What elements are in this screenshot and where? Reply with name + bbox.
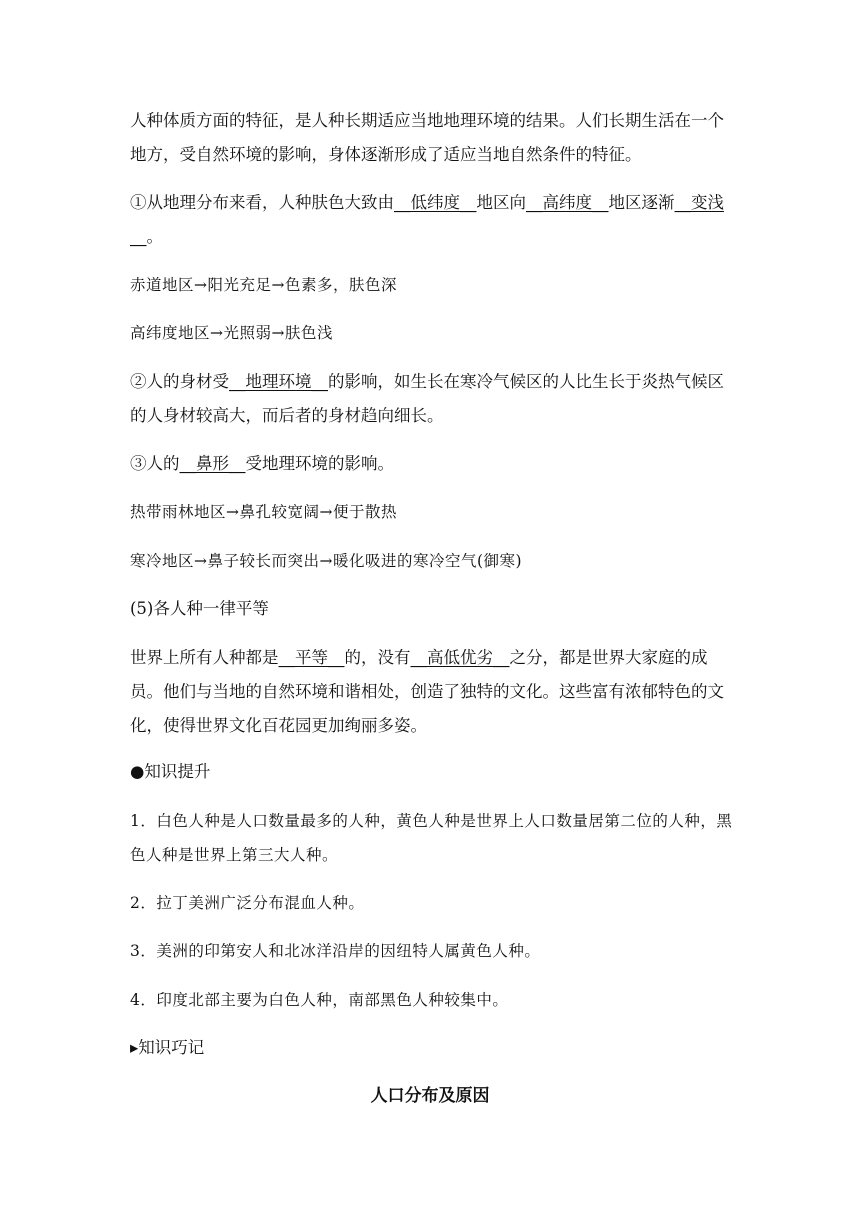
nose-shape-text: ③人的 bbox=[130, 454, 180, 473]
nose-shape-paragraph bbox=[130, 447, 736, 481]
knowledge-point-3: 3．美洲的印第安人和北冰洋沿岸的因纽特人属黄色人种。 bbox=[130, 942, 541, 960]
equality-text: 世界上所有人种都是 bbox=[130, 648, 279, 667]
answer-geo-environment: __地理环境__ bbox=[229, 372, 328, 391]
knowledge-point-2: 2．拉丁美洲广泛分布混血人种。 bbox=[130, 894, 365, 912]
answer-low-latitude: __低纬度__ bbox=[394, 193, 477, 212]
section-title: 人口分布及原因 bbox=[370, 1086, 490, 1106]
cold-region-note: 寒冷地区→鼻子较长而突出→暖化吸进的寒冷空气(御寒) bbox=[130, 552, 523, 570]
skin-color-text: 地区向 bbox=[476, 193, 526, 212]
knowledge-point-4: 4．印度北部主要为白色人种，南部黑色人种较集中。 bbox=[130, 991, 509, 1009]
section-5-heading: (5)各人种一律平等 bbox=[130, 599, 269, 618]
answer-superior-inferior: __高低优劣__ bbox=[410, 648, 510, 667]
body-size-paragraph bbox=[130, 365, 736, 433]
answer-high-latitude: __高纬度__ bbox=[526, 193, 609, 212]
high-latitude-note: 高纬度地区→光照弱→肤色浅 bbox=[130, 324, 333, 342]
body-size-text: 的影响，如生长在寒冷气候区的人比生长于炎热气候区的人身材较高大，而后者的身材趋向细长。 bbox=[130, 372, 724, 425]
body-size-text: ②人的身材受 bbox=[130, 372, 229, 391]
equality-text: 的，没有 bbox=[344, 648, 411, 667]
skin-color-paragraph bbox=[130, 186, 736, 254]
skin-color-text: ①从地理分布来看，人种肤色大致由 bbox=[130, 193, 394, 212]
intro-paragraph: 人种体质方面的特征，是人种长期适应当地地理环境的结果。人们长期生活在一个地方，受自然环境的影响，身体逐渐形成了适应当地自然条件的特征。 bbox=[130, 111, 724, 164]
rainforest-note: 热带雨林地区→鼻孔较宽阔→便于散热 bbox=[130, 503, 397, 521]
answer-lighter: __变浅__ bbox=[130, 193, 724, 246]
equality-text: 之分，都是世界大家庭的成员。他们与当地的自然环境和谐相处，创造了独特的文化。这些富有浓郁特色的文化，使得世界文化百花园更加绚丽多姿。 bbox=[130, 648, 724, 735]
knowledge-heading: ●知识提升 bbox=[130, 762, 211, 781]
skin-color-text: 。 bbox=[146, 227, 163, 246]
knowledge-point-1: 1．白色人种是人口数量最多的人种，黄色人种是世界上人口数量居第二位的人种，黑色人种是世界上第三大人种。 bbox=[130, 812, 733, 864]
nose-shape-text: 受地理环境的影响。 bbox=[245, 454, 394, 473]
answer-equal: __平等__ bbox=[278, 648, 345, 667]
memo-heading: ▸知识巧记 bbox=[130, 1038, 205, 1057]
equality-paragraph bbox=[130, 641, 736, 743]
equator-note: 赤道地区→阳光充足→色素多，肤色深 bbox=[130, 276, 397, 294]
answer-nose-shape: __鼻形__ bbox=[179, 454, 246, 473]
skin-color-text: 地区逐渐 bbox=[608, 193, 675, 212]
